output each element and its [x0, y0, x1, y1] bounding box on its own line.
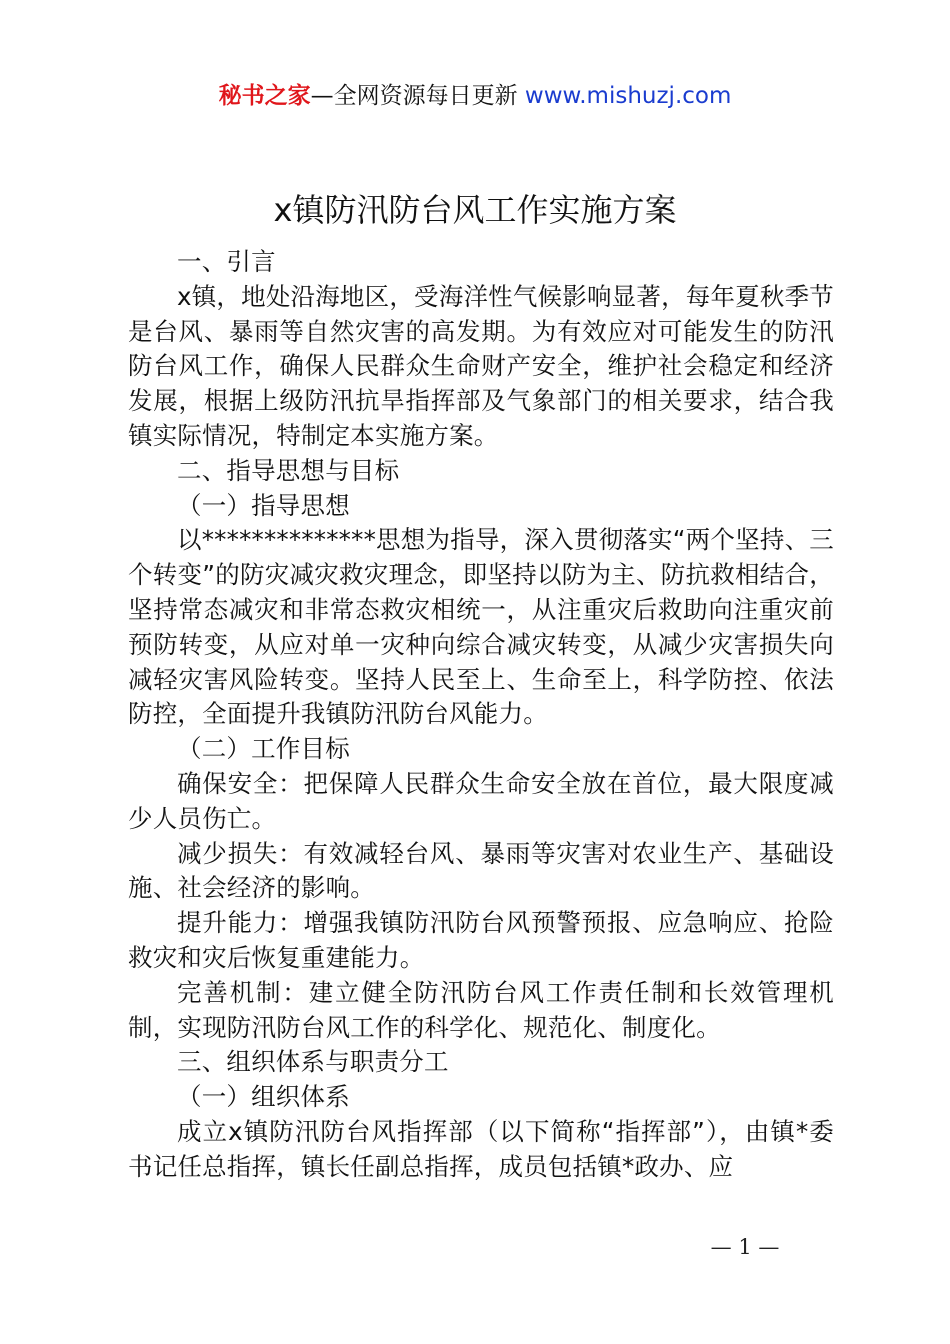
paragraph-goal-capability: 提升能力：增强我镇防汛防台风预警预报、应急响应、抢险救灾和灾后恢复重建能力。 [128, 908, 834, 972]
page-number: — 1 — [710, 1235, 780, 1259]
site-header [0, 80, 950, 112]
paragraph-guiding-thought: 以**************思想为指导，深入贯彻落实“两个坚持、三个转变”的防灾减灾救灾理念，即坚持以防为主、防抗救相结合，坚持常态减灾和非常态救灾相统一，从注重灾后救助向注重灾前预防转变，从应对单一灾种向综合减灾转变，从减少灾害损失向减轻灾害风险转变。坚持人民至上、生命至上，科学防控、依法防控，全面提升我镇防汛防台风能力。 [128, 525, 834, 729]
section-heading-guiding: 二、指导思想与目标 [177, 455, 400, 485]
site-slogan: —全网资源每日更新 [310, 83, 525, 109]
paragraph-intro: x镇，地处沿海地区，受海洋性气候影响显著，每年夏秋季节是台风、暴雨等自然灾害的高发期。为有效应对可能发生的防汛防台风工作，确保人民群众生命财产安全，维护社会稳定和经济发展，根据上级防汛抗旱指挥部及气象部门的相关要求，结合我镇实际情况，特制定本实施方案。 [128, 281, 834, 450]
document-body [128, 245, 834, 1185]
subheading-guiding-thought: （一）指导思想 [177, 490, 350, 520]
paragraph-goal-mechanism: 完善机制：建立健全防汛防台风工作责任制和长效管理机制，实现防汛防台风工作的科学化、规范化、制度化。 [128, 977, 834, 1042]
section-heading-intro: 一、引言 [177, 247, 276, 276]
document-title: x镇防汛防台风工作实施方案 [273, 191, 677, 229]
section-heading-organization: 三、组织体系与职责分工 [177, 1047, 449, 1077]
subheading-organization-system: （一）组织体系 [177, 1082, 350, 1112]
subheading-work-goals: （二）工作目标 [177, 734, 350, 764]
paragraph-organization-system: 成立x镇防汛防台风指挥部（以下简称“指挥部”），由镇*委书记任总指挥，镇长任副总指挥，成员包括镇*政办、应 [128, 1116, 834, 1181]
site-brand: 秘书之家 [218, 83, 311, 109]
paragraph-goal-loss: 减少损失：有效减轻台风、暴雨等灾害对农业生产、基础设施、社会经济的影响。 [128, 838, 834, 903]
site-url[interactable]: www.mishuzj.com [524, 83, 732, 109]
paragraph-goal-safety: 确保安全：把保障人民群众生命安全放在首位，最大限度减少人员伤亡。 [128, 768, 834, 833]
